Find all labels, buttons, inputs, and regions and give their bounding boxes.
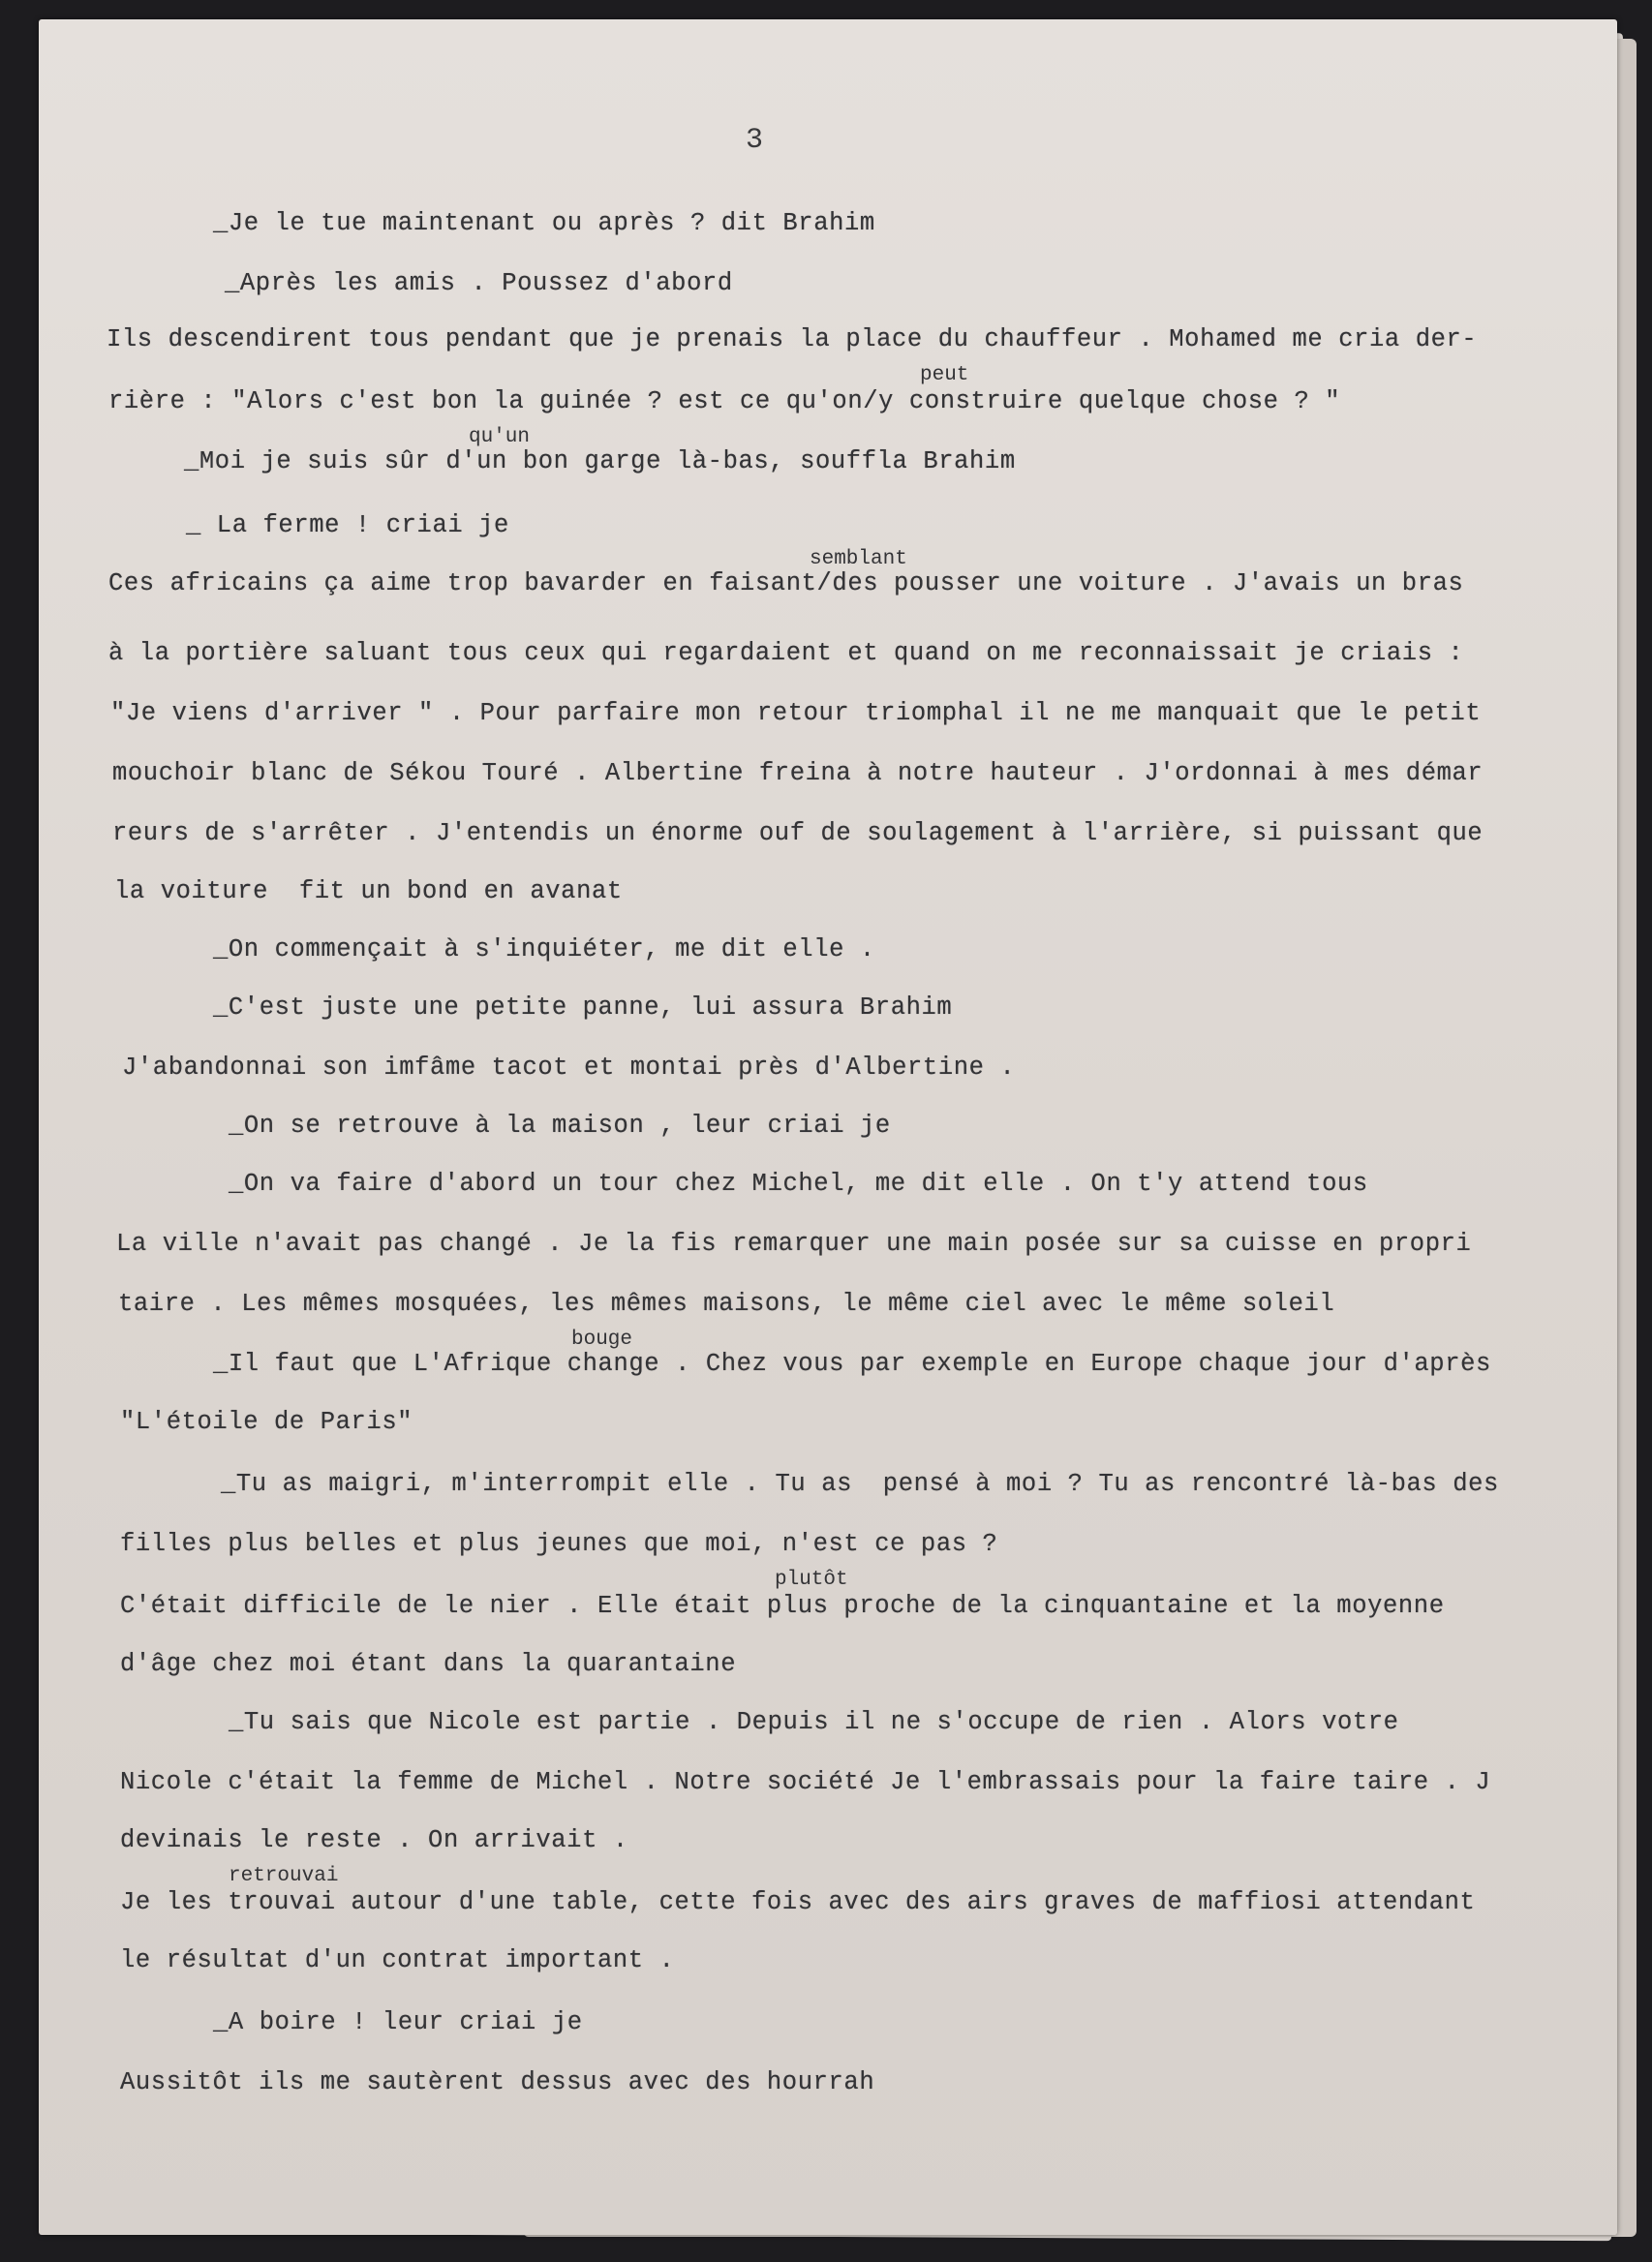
text-line: _Il faut que L'Afrique change . Chez vous par exemple en Europe chaque jour d'après — [213, 1350, 1491, 1378]
text-line: _C'est juste une petite panne, lui assura Brahim — [213, 993, 953, 1022]
page-number: 3 — [746, 124, 764, 157]
text-line: J'abandonnai son imfâme tacot et montai près d'Albertine . — [122, 1054, 1016, 1082]
text-line: rière : "Alors c'est bon la guinée ? est ce qu'on/y construire quelque chose ? " — [108, 387, 1341, 415]
text-line: le résultat d'un contrat important . — [120, 1946, 675, 1974]
text-line: la voiture fit un bond en avanat — [114, 877, 623, 905]
text-line: _Après les amis . Poussez d'abord — [225, 269, 733, 297]
text-line: _ La ferme ! criai je — [186, 511, 509, 539]
text-line: La ville n'avait pas changé . Je la fis remarquer une main posée sur sa cuisse en propri — [116, 1230, 1472, 1258]
handwritten-insertion: semblant — [810, 548, 907, 570]
typewritten-page — [39, 19, 1617, 2235]
text-line: _On se retrouve à la maison , leur criai je — [229, 1112, 891, 1140]
text-line: d'âge chez moi étant dans la quarantaine — [120, 1650, 737, 1678]
text-line: devinais le reste . On arrivait . — [120, 1826, 628, 1854]
text-line: Ces africains ça aime trop bavarder en faisant/des pousser une voiture . J'avais un bras — [108, 569, 1464, 597]
handwritten-insertion: peut — [920, 364, 969, 386]
text-line: Nicole c'était la femme de Michel . Notre société Je l'embrassais pour la faire taire . J — [120, 1768, 1491, 1796]
text-line: _On commençait à s'inquiéter, me dit elle . — [213, 935, 875, 963]
text-line: à la portière saluant tous ceux qui regardaient et quand on me reconnaissait je criais : — [108, 639, 1464, 667]
text-line: "Je viens d'arriver " . Pour parfaire mon retour triomphal il ne me manquait que le petit — [110, 699, 1482, 727]
text-line: taire . Les mêmes mosquées, les mêmes maisons, le même ciel avec le même soleil — [118, 1290, 1335, 1318]
handwritten-insertion: qu'un — [469, 426, 531, 448]
text-line: _Moi je suis sûr d'un bon garge là-bas, souffla Brahim — [184, 447, 1016, 475]
text-line: _A boire ! leur criai je — [213, 2008, 583, 2036]
handwritten-insertion: retrouvai — [229, 1865, 339, 1887]
text-line: reurs de s'arrêter . J'entendis un énorme ouf de soulagement à l'arrière, si puissant que — [112, 819, 1484, 847]
text-line: _Je le tue maintenant ou après ? dit Brahim — [213, 209, 875, 237]
text-line: _Tu sais que Nicole est partie . Depuis il ne s'occupe de rien . Alors votre — [229, 1708, 1399, 1736]
handwritten-insertion: plutôt — [775, 1569, 848, 1591]
text-line: mouchoir blanc de Sékou Touré . Albertine freina à notre hauteur . J'ordonnai à mes démar — [112, 759, 1484, 787]
text-line: Je les trouvai autour d'une table, cette fois avec des airs graves de maffiosi attendant — [120, 1888, 1476, 1916]
text-line: Ils descendirent tous pendant que je prenais la place du chauffeur . Mohamed me cria der- — [107, 325, 1478, 353]
text-line: "L'étoile de Paris" — [120, 1408, 413, 1436]
handwritten-insertion: bouge — [571, 1329, 633, 1351]
text-line: filles plus belles et plus jeunes que moi, n'est ce pas ? — [120, 1530, 998, 1558]
text-line: Aussitôt ils me sautèrent dessus avec des hourrah — [120, 2068, 875, 2096]
text-line: C'était difficile de le nier . Elle était plus proche de la cinquantaine et la moyenne — [120, 1592, 1445, 1620]
text-line: _Tu as maigri, m'interrompit elle . Tu as pensé à moi ? Tu as rencontré là-bas des — [221, 1470, 1499, 1498]
text-line: _On va faire d'abord un tour chez Michel, me dit elle . On t'y attend tous — [229, 1170, 1368, 1198]
